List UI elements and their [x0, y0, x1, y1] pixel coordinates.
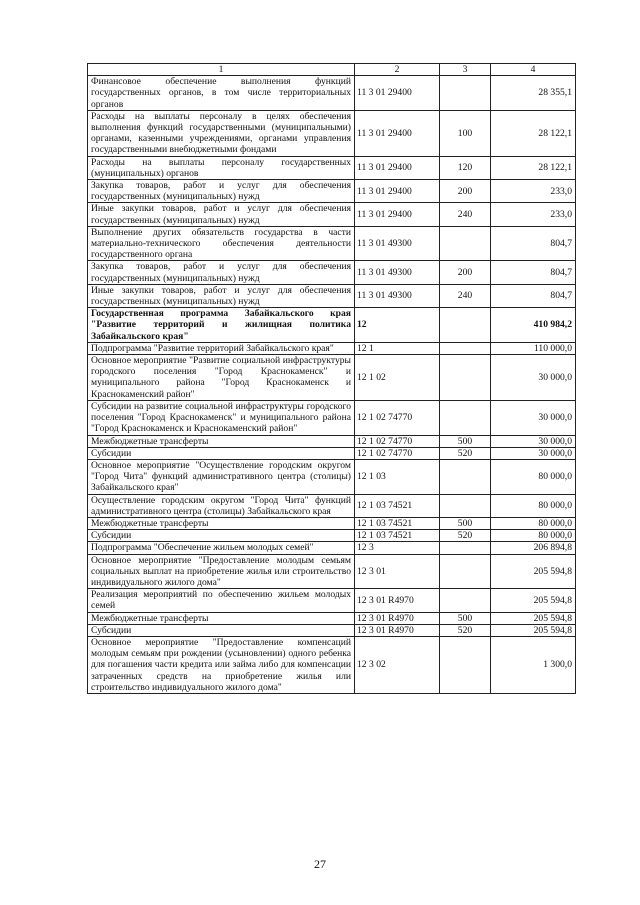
cell-amount: 30 000,0 [491, 400, 576, 435]
cell-name: Межбюджетные трансферты [88, 435, 355, 447]
cell-code: 11 3 01 29400 [355, 110, 440, 156]
table-row [88, 517, 576, 529]
cell-vr: 500 [440, 435, 491, 447]
cell-amount: 205 594,8 [491, 589, 576, 612]
cell-vr: 200 [440, 180, 491, 203]
cell-name: Иные закупки товаров, работ и услуг для обеспечения государственных (муниципальных) нужд [88, 203, 355, 226]
cell-code: 12 1 03 74521 [355, 530, 440, 542]
cell-amount: 233,0 [491, 180, 576, 203]
cell-amount: 205 594,8 [491, 554, 576, 589]
cell-amount: 80 000,0 [491, 517, 576, 529]
table-row [88, 589, 576, 612]
cell-name: Иные закупки товаров, работ и услуг для обеспечения государственных (муниципальных) нужд [88, 284, 355, 307]
cell-name: Межбюджетные трансферты [88, 517, 355, 529]
cell-code: 12 1 03 74521 [355, 517, 440, 529]
cell-amount: 30 000,0 [491, 447, 576, 459]
cell-name: Межбюджетные трансферты [88, 612, 355, 624]
table-row [88, 494, 576, 517]
cell-code: 12 3 01 [355, 554, 440, 589]
budget-table [87, 63, 576, 694]
table-row [88, 530, 576, 542]
cell-amount: 410 984,2 [491, 308, 576, 343]
cell-code: 11 3 01 29400 [355, 180, 440, 203]
table-row [88, 447, 576, 459]
cell-vr [440, 342, 491, 354]
budget-table-body [88, 64, 576, 694]
cell-amount: 28 122,1 [491, 156, 576, 179]
cell-vr [440, 589, 491, 612]
cell-amount: 804,7 [491, 226, 576, 261]
cell-vr: 240 [440, 203, 491, 226]
cell-amount: 205 594,8 [491, 612, 576, 624]
cell-code: 12 1 02 74770 [355, 447, 440, 459]
cell-code: 11 3 01 29400 [355, 203, 440, 226]
cell-vr [440, 76, 491, 111]
cell-vr [440, 308, 491, 343]
table-row [88, 110, 576, 156]
cell-amount: 205 594,8 [491, 624, 576, 636]
cell-amount: 80 000,0 [491, 494, 576, 517]
cell-code: 12 1 02 74770 [355, 435, 440, 447]
cell-name: Осуществление городским округом "Город Чита" функций административного центра (столицы) Забайкальского края [88, 494, 355, 517]
cell-name: Субсидии [88, 530, 355, 542]
cell-amount: 206 894,8 [491, 542, 576, 554]
cell-name: Основное мероприятие "Осуществление городским округом "Город Чита" функций административного центра (столицы) Забайкальского края" [88, 459, 355, 494]
cell-name: Закупка товаров, работ и услуг для обеспечения государственных (муниципальных) нужд [88, 180, 355, 203]
cell-vr: 520 [440, 447, 491, 459]
cell-code: 12 [355, 308, 440, 343]
cell-vr [440, 494, 491, 517]
cell-vr [440, 542, 491, 554]
cell-name: Основное мероприятие "Предоставление компенсаций молодым семьям при рождении (усыновлении) одного ребенка для погашения части кредита или займа либо для компенсации затраченных средств на приобретение жилья или строительство индивидуального жилого дома" [88, 636, 355, 693]
cell-code: 11 3 01 49300 [355, 261, 440, 284]
cell-amount: 80 000,0 [491, 530, 576, 542]
cell-name: Субсидии [88, 624, 355, 636]
cell-code: 12 3 01 R4970 [355, 612, 440, 624]
table-header-row [88, 64, 576, 76]
table-row [88, 284, 576, 307]
cell-name: Реализация мероприятий по обеспечению жильем молодых семей [88, 589, 355, 612]
table-row [88, 435, 576, 447]
cell-vr: 500 [440, 517, 491, 529]
cell-amount: 110 000,0 [491, 342, 576, 354]
table-row [88, 459, 576, 494]
cell-vr: 120 [440, 156, 491, 179]
cell-amount: 233,0 [491, 203, 576, 226]
page-number: 27 [314, 857, 326, 871]
cell-vr [440, 459, 491, 494]
cell-vr: 100 [440, 110, 491, 156]
header-cell-amount: 4 [491, 64, 576, 76]
cell-vr [440, 226, 491, 261]
cell-code: 12 3 02 [355, 636, 440, 693]
cell-name: Расходы на выплаты персоналу в целях обеспечения выполнения функций государственными (муниципальными) органами, казенными учреждениями, органами управления государственными внебюджетными фондами [88, 110, 355, 156]
cell-amount: 30 000,0 [491, 435, 576, 447]
cell-name: Выполнение других обязательств государства в части материально-технического обеспечения деятельности государственного органа [88, 226, 355, 261]
table-row [88, 180, 576, 203]
cell-code: 12 3 [355, 542, 440, 554]
cell-code: 12 1 03 [355, 459, 440, 494]
cell-vr [440, 355, 491, 401]
cell-amount: 804,7 [491, 284, 576, 307]
cell-vr [440, 636, 491, 693]
cell-vr: 520 [440, 530, 491, 542]
cell-name: Расходы на выплаты персоналу государственных (муниципальных) органов [88, 156, 355, 179]
cell-name: Закупка товаров, работ и услуг для обеспечения государственных (муниципальных) нужд [88, 261, 355, 284]
cell-code: 11 3 01 49300 [355, 226, 440, 261]
cell-code: 12 3 01 R4970 [355, 589, 440, 612]
cell-amount: 30 000,0 [491, 355, 576, 401]
table-row [88, 76, 576, 111]
table-row [88, 261, 576, 284]
cell-code: 12 1 02 74770 [355, 400, 440, 435]
cell-vr: 200 [440, 261, 491, 284]
table-row [88, 554, 576, 589]
table-row [88, 542, 576, 554]
cell-amount: 804,7 [491, 261, 576, 284]
cell-name: Основное мероприятие "Предоставление молодым семьям социальных выплат на приобретение жилья или строительство индивидуального жилого дома" [88, 554, 355, 589]
cell-vr [440, 554, 491, 589]
cell-name: Государственная программа Забайкальского края "Развитие территорий и жилищная политика Забайкальского края" [88, 308, 355, 343]
table-row [88, 612, 576, 624]
table-row [88, 308, 576, 343]
table-row [88, 156, 576, 179]
cell-name: Основное мероприятие "Развитие социальной инфраструктуры городского поселения "Город Краснокаменск" и муниципального района "Город Краснокаменск и Краснокаменский район" [88, 355, 355, 401]
cell-code: 12 1 03 74521 [355, 494, 440, 517]
cell-code: 11 3 01 49300 [355, 284, 440, 307]
table-row [88, 636, 576, 693]
cell-vr [440, 400, 491, 435]
header-cell-vr: 3 [440, 64, 491, 76]
table-row [88, 342, 576, 354]
header-cell-code: 2 [355, 64, 440, 76]
cell-code: 12 3 01 R4970 [355, 624, 440, 636]
table-row [88, 226, 576, 261]
table-row [88, 355, 576, 401]
cell-vr: 500 [440, 612, 491, 624]
cell-name: Субсидии [88, 447, 355, 459]
cell-name: Субсидии на развитие социальной инфраструктуры городского поселения "Город Краснокаменск" и муниципального района "Город Краснокаменск и Краснокаменский район" [88, 400, 355, 435]
cell-code: 12 1 02 [355, 355, 440, 401]
cell-code: 11 3 01 29400 [355, 76, 440, 111]
cell-vr: 240 [440, 284, 491, 307]
header-cell-name: 1 [88, 64, 355, 76]
cell-code: 11 3 01 29400 [355, 156, 440, 179]
cell-amount: 1 300,0 [491, 636, 576, 693]
cell-code: 12 1 [355, 342, 440, 354]
cell-name: Финансовое обеспечение выполнения функций государственных органов, в том числе территориальных органов [88, 76, 355, 111]
cell-vr: 520 [440, 624, 491, 636]
cell-amount: 28 122,1 [491, 110, 576, 156]
table-row [88, 400, 576, 435]
table-row [88, 203, 576, 226]
table-row [88, 624, 576, 636]
cell-name: Подпрограмма "Обеспечение жильем молодых семей" [88, 542, 355, 554]
cell-amount: 80 000,0 [491, 459, 576, 494]
cell-name: Подпрограмма "Развитие территорий Забайкальского края" [88, 342, 355, 354]
cell-amount: 28 355,1 [491, 76, 576, 111]
